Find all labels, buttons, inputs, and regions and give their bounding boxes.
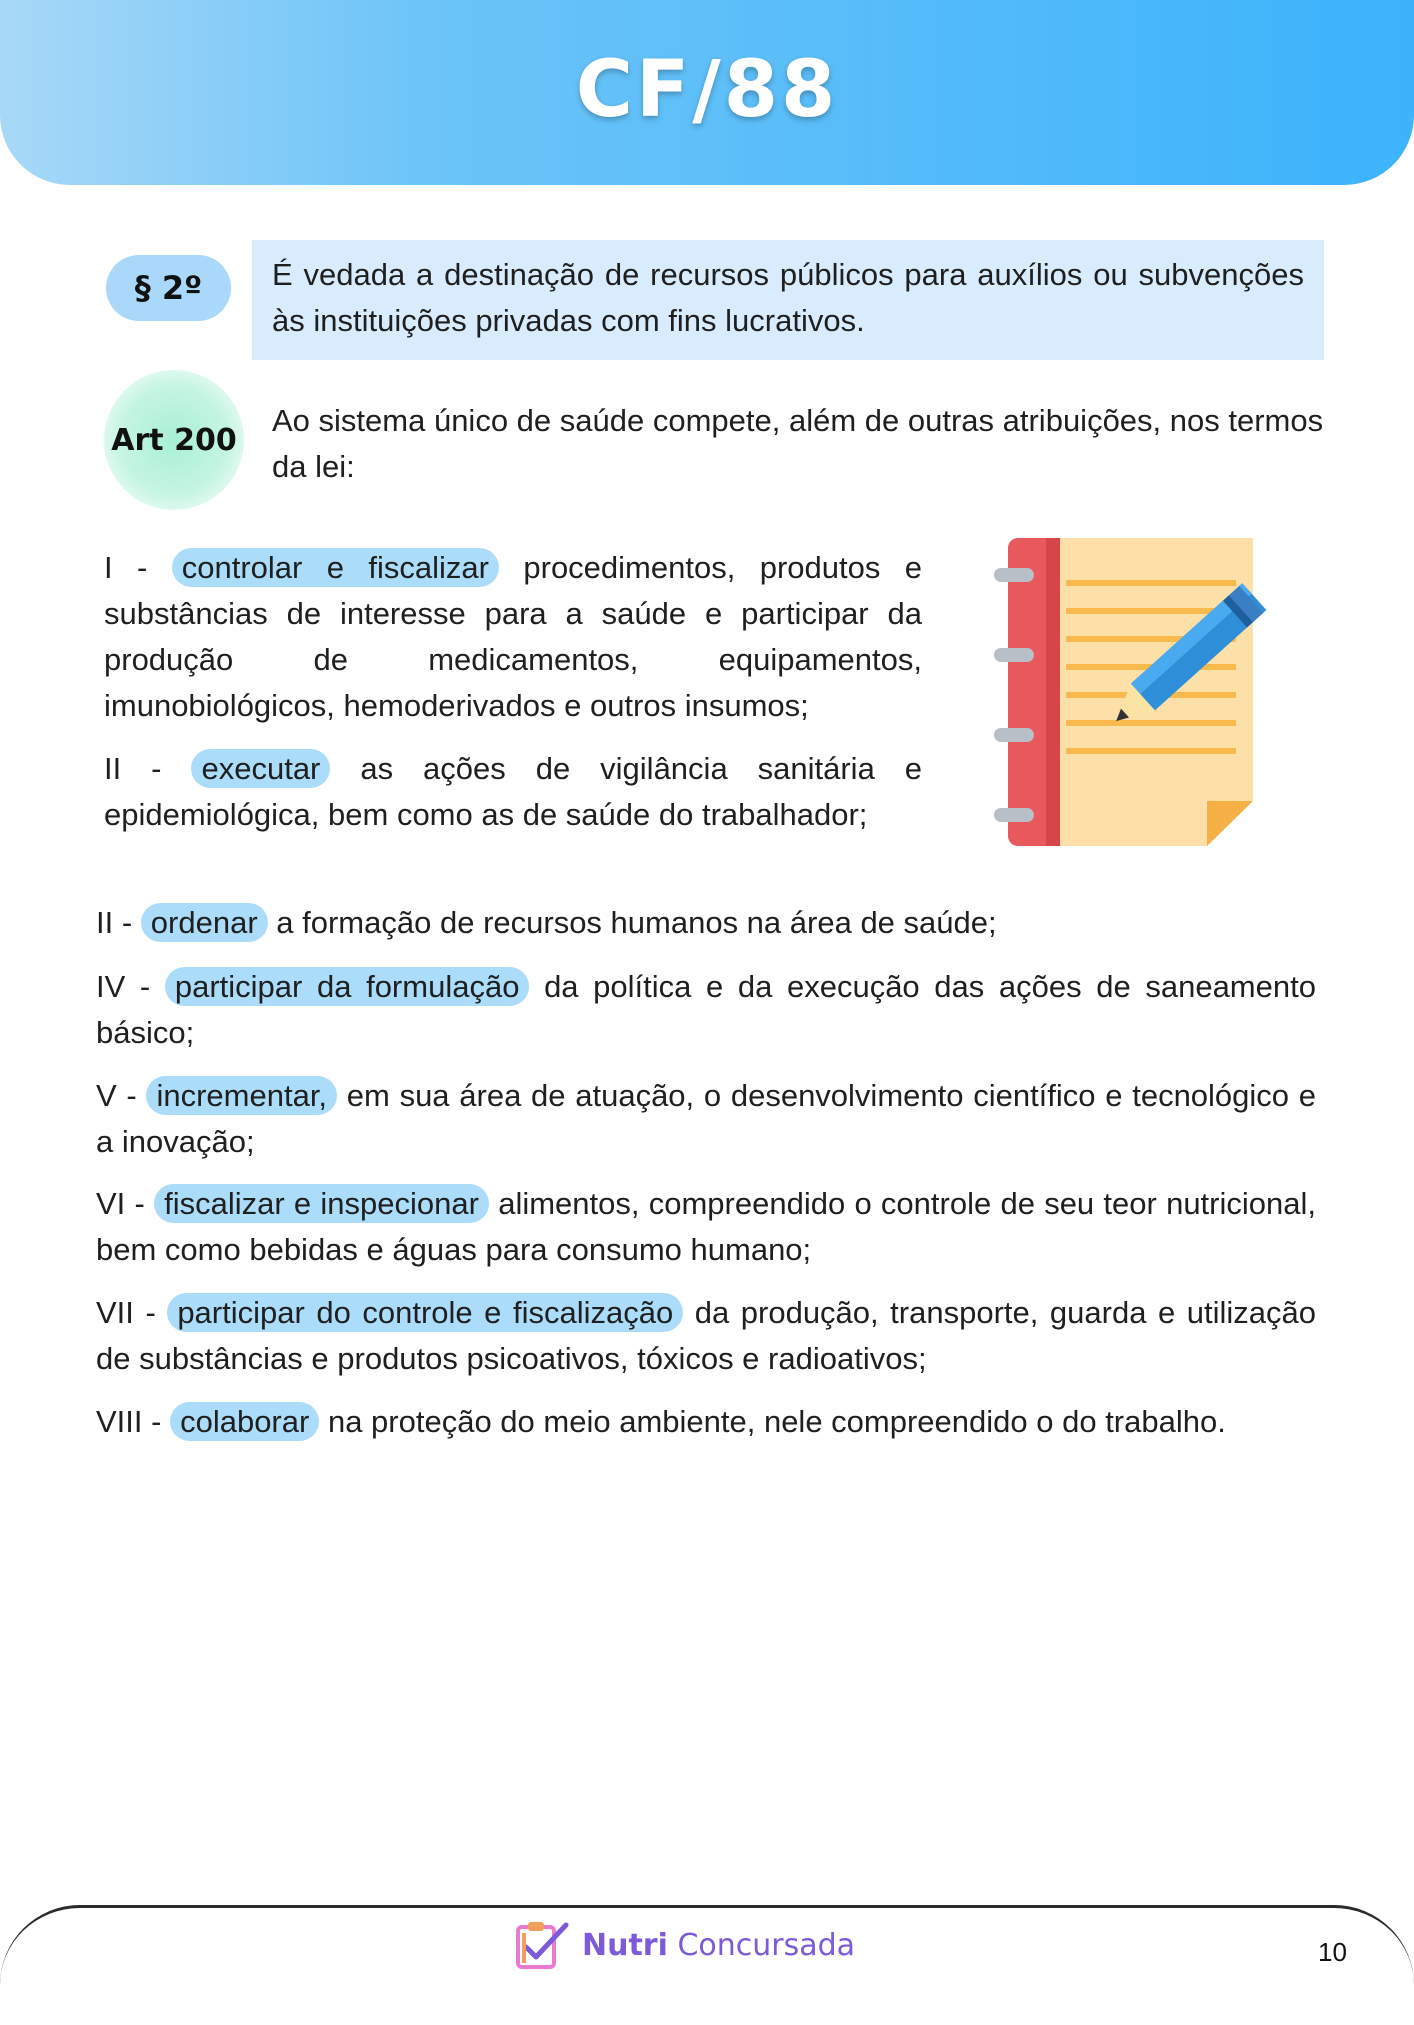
list-item [96, 1290, 1316, 1382]
item-highlight: executar [191, 749, 330, 788]
page-number: 10 [1318, 1937, 1347, 1967]
item-highlight: participar do controle e fiscalização [167, 1293, 683, 1332]
list-item [104, 545, 922, 729]
item-highlight: controlar e fiscalizar [172, 548, 499, 587]
list-item [96, 1181, 1316, 1273]
item-highlight: participar da formulação [165, 967, 530, 1006]
item-number: I - [104, 550, 148, 585]
brand-name-light: Concursada [677, 1927, 856, 1963]
item-text: a formação de recursos humanos na área de saúde; [276, 905, 997, 940]
item-number: VIII - [96, 1404, 162, 1439]
item-text: procedimentos, produtos e substâncias de interesse para a saúde e participar da produção de medicamentos, equipamentos, imunobiológicos, hemoderivados e outros insumos; [104, 550, 922, 723]
item-number: IV - [96, 969, 151, 1004]
item-text: alimentos, compreendido o controle de seu teor nutricional, bem como bebidas e águas para consumo humano; [96, 1186, 1316, 1267]
item-highlight: colaborar [170, 1402, 319, 1441]
checklist-logo-icon [514, 1919, 572, 1971]
item-text: em sua área de atuação, o desenvolvimento científico e tecnológico e a inovação; [96, 1078, 1317, 1159]
item-number: II - [96, 905, 133, 940]
item-highlight: ordenar [141, 903, 268, 942]
article-badge-label: Art 200 [111, 422, 237, 458]
item-number: V - [96, 1078, 137, 1113]
list-item [96, 1399, 1316, 1445]
item-number: VI - [96, 1186, 145, 1221]
item-number: VII - [96, 1295, 156, 1330]
article-intro: Ao sistema único de saúde compete, além de outras atribuições, nos termos da lei: [272, 403, 1324, 484]
item-text: da produção, transporte, guarda e utilização de substâncias e produtos psicoativos, tóxicos e radioativos; [96, 1295, 1316, 1376]
item-highlight: fiscalizar e inspecionar [154, 1184, 489, 1223]
item-text: da política e da execução das ações de saneamento básico; [96, 969, 1316, 1050]
notebook-pencil-icon [990, 536, 1290, 852]
list-item [96, 1073, 1316, 1165]
brand-name-bold: Nutri [582, 1927, 668, 1963]
list-item [104, 746, 922, 838]
list-item [96, 964, 1316, 1056]
item-highlight: incrementar, [146, 1076, 337, 1115]
item-text: na proteção do meio ambiente, nele compreendido o do trabalho. [327, 1404, 1226, 1439]
brand-logo [514, 1917, 855, 1973]
item-number: II - [104, 751, 162, 786]
article-badge [104, 370, 244, 510]
page-header [0, 0, 1414, 185]
paragraph-badge: § 2º [106, 255, 231, 321]
paragraph-text-box [252, 240, 1324, 360]
item-text: as ações de vigilância sanitária e epidemiológica, bem como as de saúde do trabalhador; [104, 751, 923, 832]
page-title: CF/88 [575, 45, 839, 135]
list-item [96, 900, 1316, 946]
paragraph-text: É vedada a destinação de recursos públicos para auxílios ou subvenções às instituições privadas com fins lucrativos. [272, 257, 1304, 338]
